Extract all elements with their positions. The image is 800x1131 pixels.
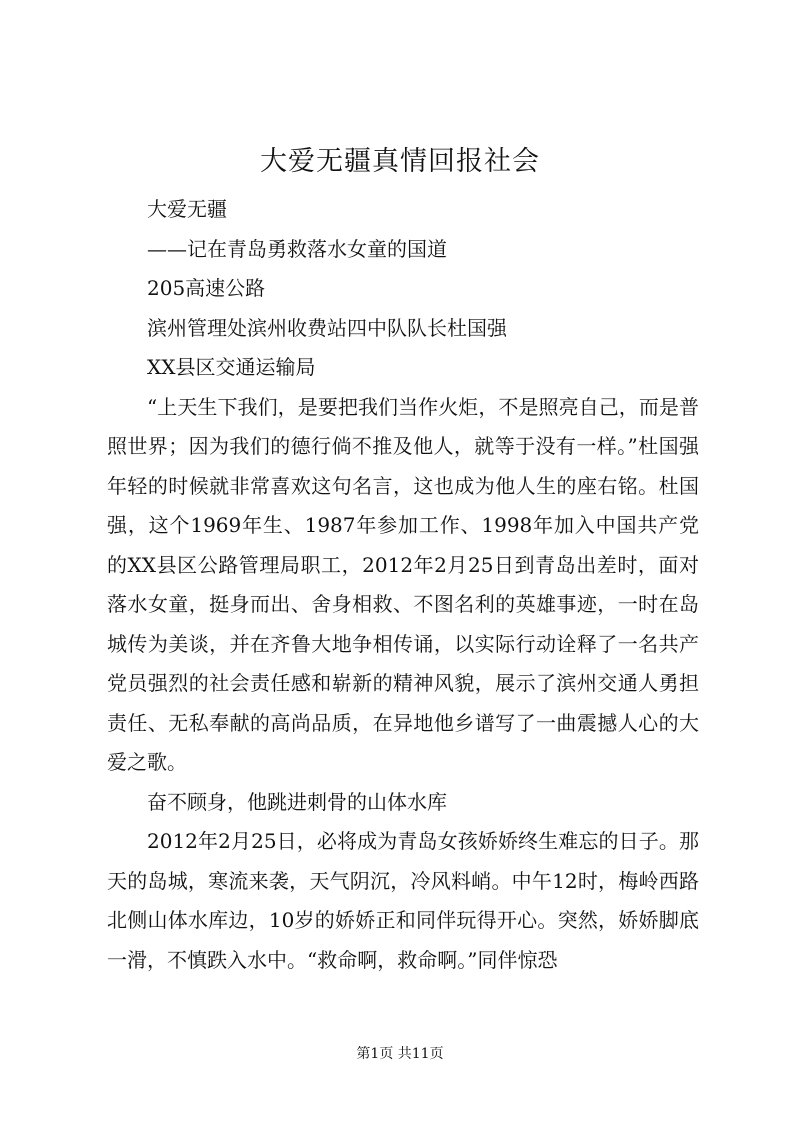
document-body [107,190,699,980]
document-title: 大爱无疆真情回报社会 [260,146,540,177]
paragraph-intro: “上天生下我们，是要把我们当作火炬，不是照亮自己，而是普照世界；因为我们的德行倘不推及他人，就等于没有一样。”杜国强年轻的时候就非常喜欢这句名言，这也成为他人生的座右铭。杜国强，这个1969年生、1987年参加工作、1998年加入中国共产党的XX县区公路管理局职工，2012年2月25日到青岛出差时，面对落水女童，挺身而出、舍身相救、不图名利的英雄事迹，一时在岛城传为美谈，并在齐鲁大地争相传诵，以实际行动诠释了一名共产党员强烈的社会责任感和崭新的精神风貌，展示了滨州交通人勇担责任、无私奉献的高尚品质，在异地他乡谱写了一曲震撼人心的大爱之歌。 [107,394,699,774]
paragraph-author-unit: 滨州管理处滨州收费站四中队队长杜国强 [147,315,507,340]
page-number: 第1页 共11页 [356,1046,444,1062]
paragraph-subtitle: ——记在青岛勇救落水女童的国道 [147,236,447,261]
paragraph-heading: 大爱无疆 [147,197,227,221]
paragraph-story: 2012年2月25日，必将成为青岛女孩娇娇终生难忘的日子。那天的岛城，寒流来袭，天气阴沉，冷风料峭。中午12时，梅岭西路北侧山体水库边，10岁的娇娇正和同伴玩得开心。突然，娇娇脚底一滑，不慎跌入水中。“救命啊，救命啊。”同伴惊恐 [107,829,699,972]
paragraph-section-heading: 奋不顾身，他跳进刺骨的山体水库 [147,789,447,814]
paragraph-author-bureau: XX县区交通运输局 [147,355,316,379]
paragraph-subtitle-cont: 205高速公路 [147,276,266,300]
